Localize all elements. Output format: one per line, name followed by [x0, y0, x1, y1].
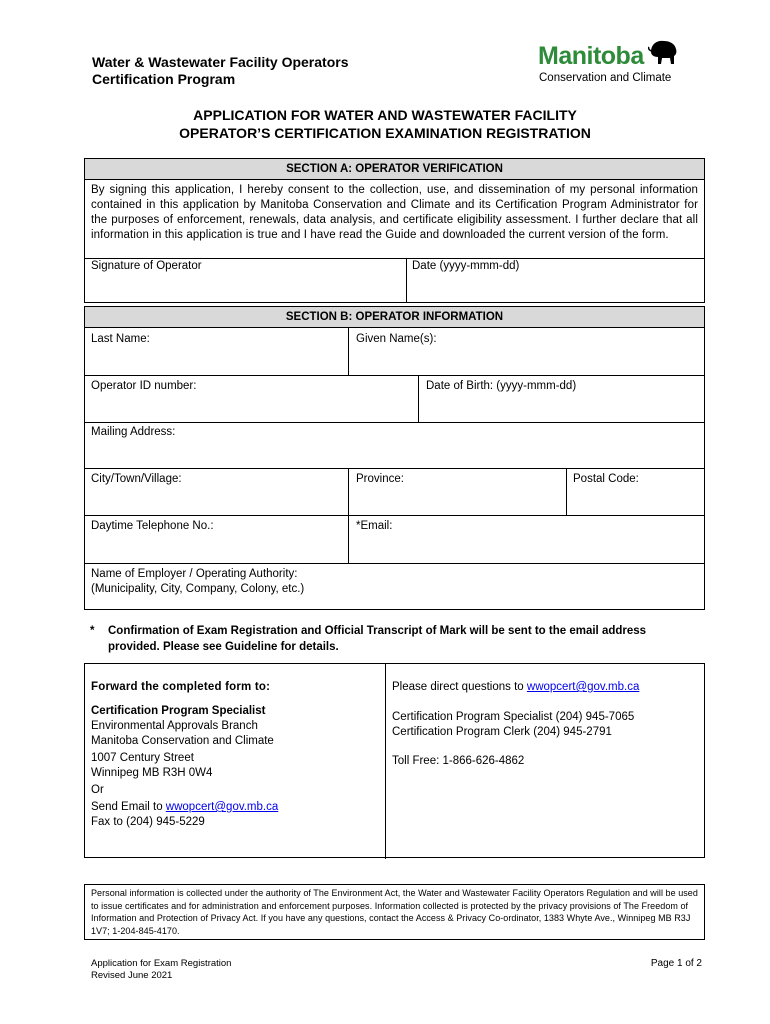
- phone-label: Daytime Telephone No.:: [91, 520, 214, 532]
- province-label: Province:: [356, 473, 404, 485]
- specialist-title: Certification Program Specialist: [91, 705, 266, 717]
- given-names-field[interactable]: [349, 350, 704, 374]
- signature-field[interactable]: [85, 274, 405, 302]
- divider: [84, 515, 705, 516]
- send-email-line: [91, 800, 278, 815]
- dob-field[interactable]: [419, 396, 704, 421]
- logo-subtitle: Conservation and Climate: [539, 72, 672, 84]
- employer-label-line1: Name of Employer / Operating Authority:: [91, 568, 298, 580]
- city-address: Winnipeg MB R3H 0W4: [91, 767, 213, 779]
- specialist-phone: Certification Program Specialist (204) 945-7065: [392, 711, 635, 723]
- mailing-address-block: [91, 704, 278, 830]
- phone-block: [392, 710, 634, 740]
- street-address: 1007 Century Street: [91, 752, 194, 764]
- divider: [385, 664, 386, 859]
- page-number: Page 1 of 2: [650, 958, 702, 969]
- or-text: Or: [91, 784, 104, 796]
- city-label: City/Town/Village:: [91, 473, 182, 485]
- fax-number: Fax to (204) 945-5229: [91, 816, 205, 828]
- employer-field[interactable]: [400, 564, 704, 609]
- divider: [84, 422, 705, 423]
- document-title: [0, 106, 770, 142]
- questions-prefix: Please direct questions to: [392, 681, 527, 693]
- email-field[interactable]: [349, 536, 704, 562]
- last-name-label: Last Name:: [91, 333, 150, 345]
- toll-free: Toll Free: 1-866-626-4862: [392, 755, 525, 767]
- privacy-notice: Personal information is collected under the authority of The Environment Act, the Water and Wastewater Facility Operators Regulation and will be used to issue certificates and for administration and enforcement purposes. Information collected is protected by the privacy provisions of The Freedom of Information and Protection of Privacy Act. If you have any questions, contact the Access & Privacy Co-ordinator, 1383 Whyte Ave., Winnipeg MB R3J 1V7; 1-204-845-4170.: [84, 884, 705, 940]
- logo-word: Manitoba: [538, 42, 644, 70]
- note-asterisk: *: [90, 625, 95, 637]
- operator-id-label: Operator ID number:: [91, 380, 197, 392]
- operator-id-field[interactable]: [85, 396, 417, 421]
- phone-field[interactable]: [85, 536, 347, 562]
- document-title-line1: APPLICATION FOR WATER AND WASTEWATER FACILITY: [193, 107, 577, 123]
- employer-label: [91, 567, 304, 597]
- city-field[interactable]: [85, 489, 347, 514]
- postal-code-label: Postal Code:: [573, 473, 639, 485]
- footer-revision: Revised June 2021: [91, 970, 173, 981]
- mailing-address-field[interactable]: [85, 442, 704, 467]
- consent-text: By signing this application, I hereby consent to the collection, use, and dissemination of my personal information contained in this application by Manitoba Conservation and Climate and its Certification Program Administrator for the purposes of enforcement, renewals, data analysis, and certificate eligibility assessment. I further declare that all information in this application is true and I have read the Guide and downloaded the current version of the form.: [91, 184, 698, 241]
- document-title-line2: OPERATOR’S CERTIFICATION EXAMINATION REGISTRATION: [179, 125, 591, 141]
- questions-line: [392, 680, 639, 695]
- email-label: *Email:: [356, 520, 393, 532]
- note-text: Confirmation of Exam Registration and Official Transcript of Mark will be sent to the email address provided. Please see Guideline for details.: [108, 625, 647, 653]
- department-name: Manitoba Conservation and Climate: [91, 735, 274, 747]
- clerk-phone: Certification Program Clerk (204) 945-2791: [392, 726, 612, 738]
- date-label: Date (yyyy-mmm-dd): [412, 260, 520, 272]
- province-field[interactable]: [349, 489, 565, 514]
- branch-name: Environmental Approvals Branch: [91, 720, 258, 732]
- section-a-heading: SECTION A: OPERATOR VERIFICATION: [84, 158, 705, 180]
- program-title-line2: Certification Program: [92, 71, 236, 87]
- forward-label: Forward the completed form to:: [91, 681, 271, 693]
- last-name-field[interactable]: [85, 350, 347, 374]
- mailing-address-label: Mailing Address:: [91, 426, 176, 438]
- divider: [84, 375, 705, 376]
- signature-label: Signature of Operator: [91, 260, 202, 272]
- bison-icon: [648, 38, 678, 66]
- section-b-heading: SECTION B: OPERATOR INFORMATION: [84, 306, 705, 328]
- manitoba-logo: [538, 38, 678, 88]
- program-title: [92, 54, 348, 88]
- program-title-line1: Water & Wastewater Facility Operators: [92, 54, 349, 70]
- send-email-prefix: Send Email to: [91, 801, 166, 813]
- given-names-label: Given Name(s):: [356, 333, 437, 345]
- dob-label: Date of Birth: (yyyy-mmm-dd): [426, 380, 577, 392]
- footer-info: [91, 958, 231, 982]
- postal-code-field[interactable]: [567, 489, 704, 514]
- employer-label-line2: (Municipality, City, Company, Colony, etc.): [91, 583, 305, 595]
- questions-email-link[interactable]: wwopcert@gov.mb.ca: [526, 681, 640, 693]
- email-note: [90, 623, 690, 655]
- divider: [84, 258, 705, 259]
- email-link[interactable]: wwopcert@gov.mb.ca: [165, 801, 279, 813]
- footer-form-name: Application for Exam Registration: [91, 958, 232, 969]
- divider: [84, 468, 705, 469]
- date-field[interactable]: [407, 274, 704, 302]
